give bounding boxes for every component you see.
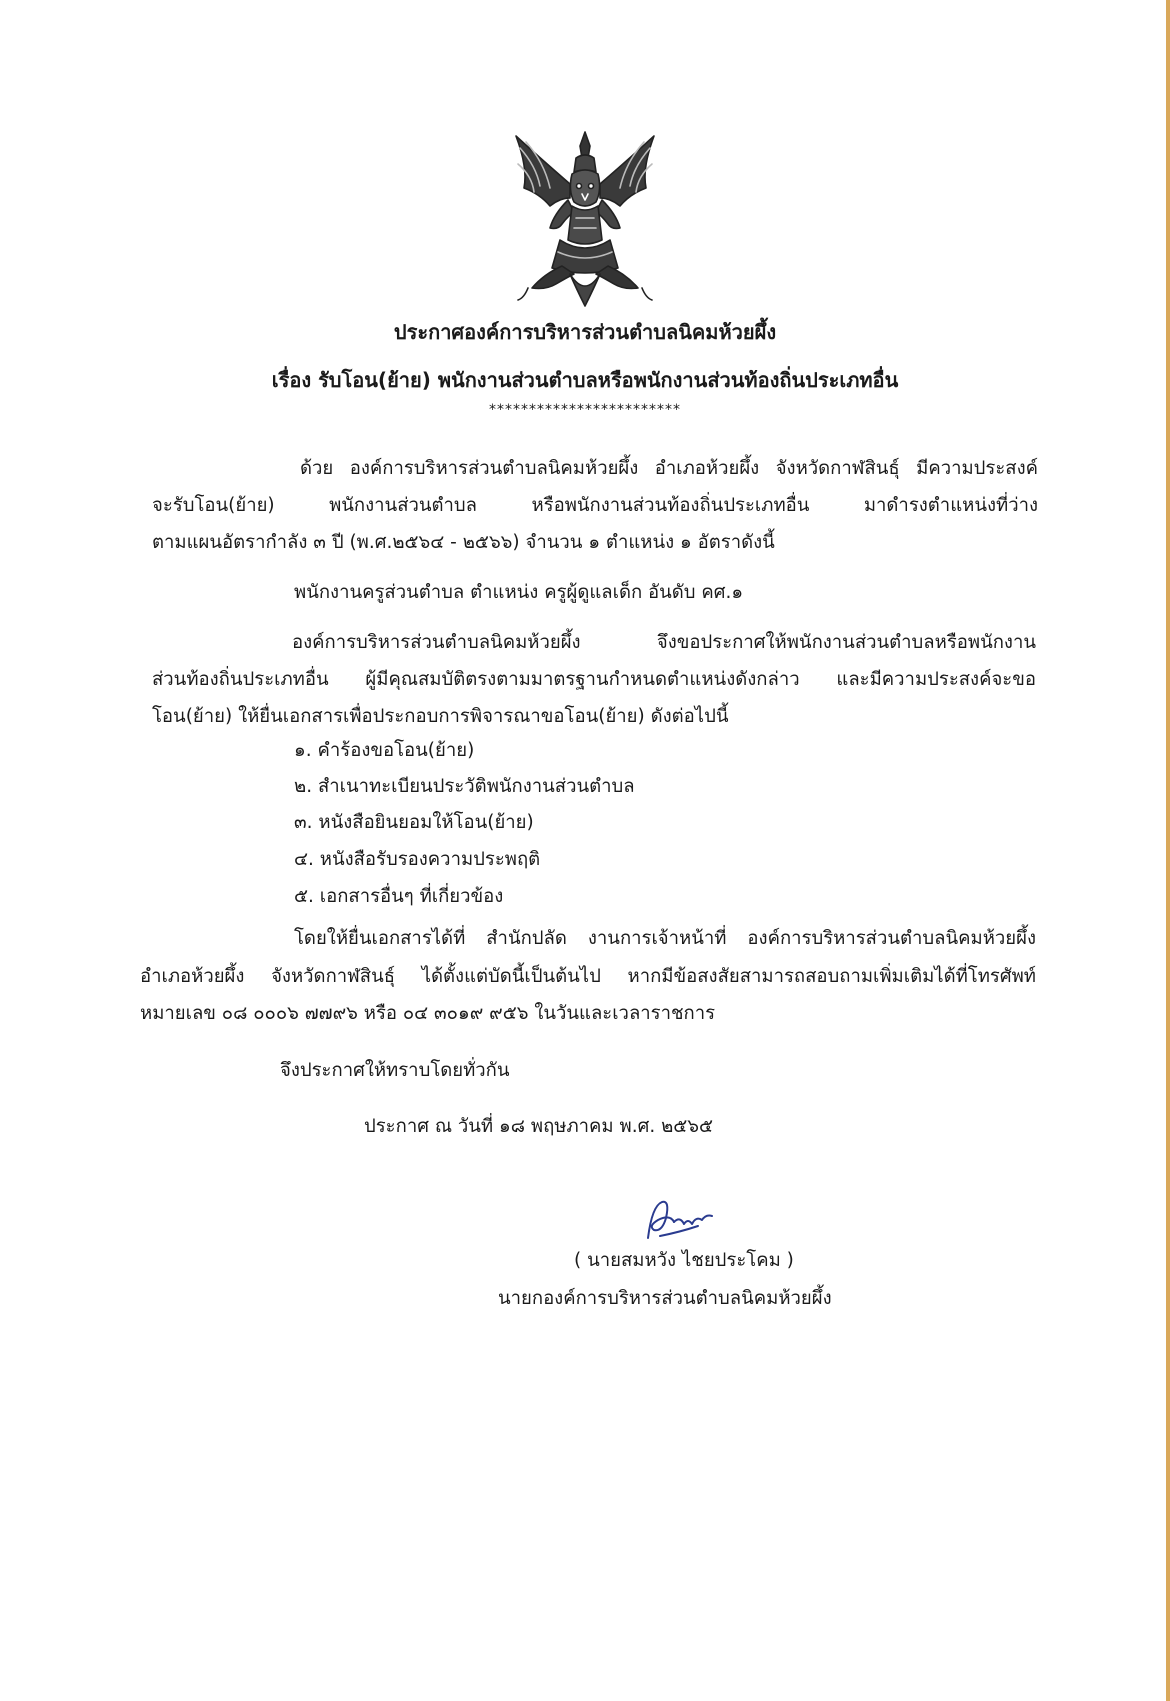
submission-line-1: โดยให้ยื่นเอกสารได้ที่ สำนักปลัด งานการเจ้าหน้าที่ องค์การบริหารส่วนตำบลนิคมห้วยผึ้ง (294, 928, 1036, 949)
submission-line-3: หมายเลข ๐๘ ๐๐๐๖ ๗๗๙๖ หรือ ๐๔ ๓๐๑๙ ๙๕๖ ในวันและเวลาราชการ (140, 1003, 716, 1024)
announcement-subject: เรื่อง รับโอน(ย้าย) พนักงานส่วนตำบลหรือพนักงานส่วนท้องถิ่นประเภทอื่น (271, 368, 899, 392)
signature-mark (640, 1196, 720, 1246)
intro-line-1: ด้วย องค์การบริหารส่วนตำบลนิคมห้วยผึ้ง อำเภอห้วยผึ้ง จังหวัดกาฬสินธุ์ มีความประสงค์ (300, 458, 1038, 479)
signatory-name: ( นายสมหวัง ไชยประโคม ) (574, 1250, 794, 1271)
title-separator: ************************ (489, 402, 681, 418)
garuda-emblem-icon (510, 128, 660, 310)
announcement-date: ประกาศ ณ วันที่ ๑๘ พฤษภาคม พ.ศ. ๒๕๖๕ (364, 1116, 714, 1137)
position-line: พนักงานครูส่วนตำบล ตำแหน่ง ครูผู้ดูแลเด็ก อันดับ คศ.๑ (294, 582, 744, 603)
announce-line-2: ส่วนท้องถิ่นประเภทอื่น ผู้มีคุณสมบัติตรงตามมาตรฐานกำหนดตำแหน่งดังกล่าว และมีความประสงค์จะขอ (152, 669, 1036, 690)
intro-line-2: จะรับโอน(ย้าย) พนักงานส่วนตำบล หรือพนักงานส่วนท้องถิ่นประเภทอื่น มาดำรงตำแหน่งที่ว่าง (152, 495, 1038, 516)
announce-line-1: องค์การบริหารส่วนตำบลนิคมห้วยผึ้ง จึงขอประกาศให้พนักงานส่วนตำบลหรือพนักงาน (292, 632, 1036, 653)
closing-line: จึงประกาศให้ทราบโดยทั่วกัน (280, 1060, 510, 1081)
signatory-title: นายกองค์การบริหารส่วนตำบลนิคมห้วยผึ้ง (498, 1288, 832, 1309)
submission-line-2: อำเภอห้วยผึ้ง จังหวัดกาฬสินธุ์ ได้ตั้งแต่บัดนี้เป็นต้นไป หากมีข้อสงสัยสามารถสอบถามเพิ่มเติมได้ที่โทรศัพท์ (140, 966, 1036, 987)
document-item-3: ๓. หนังสือยินยอมให้โอน(ย้าย) (294, 812, 534, 833)
page-edge (1166, 0, 1170, 1701)
document-item-5: ๕. เอกสารอื่นๆ ที่เกี่ยวข้อง (294, 886, 504, 907)
document-item-2: ๒. สำเนาทะเบียนประวัติพนักงานส่วนตำบล (294, 776, 635, 797)
document-item-1: ๑. คำร้องขอโอน(ย้าย) (294, 740, 475, 761)
announcement-title: ประกาศองค์การบริหารส่วนตำบลนิคมห้วยผึ้ง (393, 320, 777, 344)
announce-line-3: โอน(ย้าย) ให้ยื่นเอกสารเพื่อประกอบการพิจารณาขอโอน(ย้าย) ดังต่อไปนี้ (152, 706, 729, 727)
document-item-4: ๔. หนังสือรับรองความประพฤติ (294, 849, 541, 870)
intro-line-3: ตามแผนอัตรากำลัง ๓ ปี (พ.ศ.๒๕๖๔ - ๒๕๖๖) จำนวน ๑ ตำแหน่ง ๑ อัตราดังนี้ (152, 532, 775, 553)
